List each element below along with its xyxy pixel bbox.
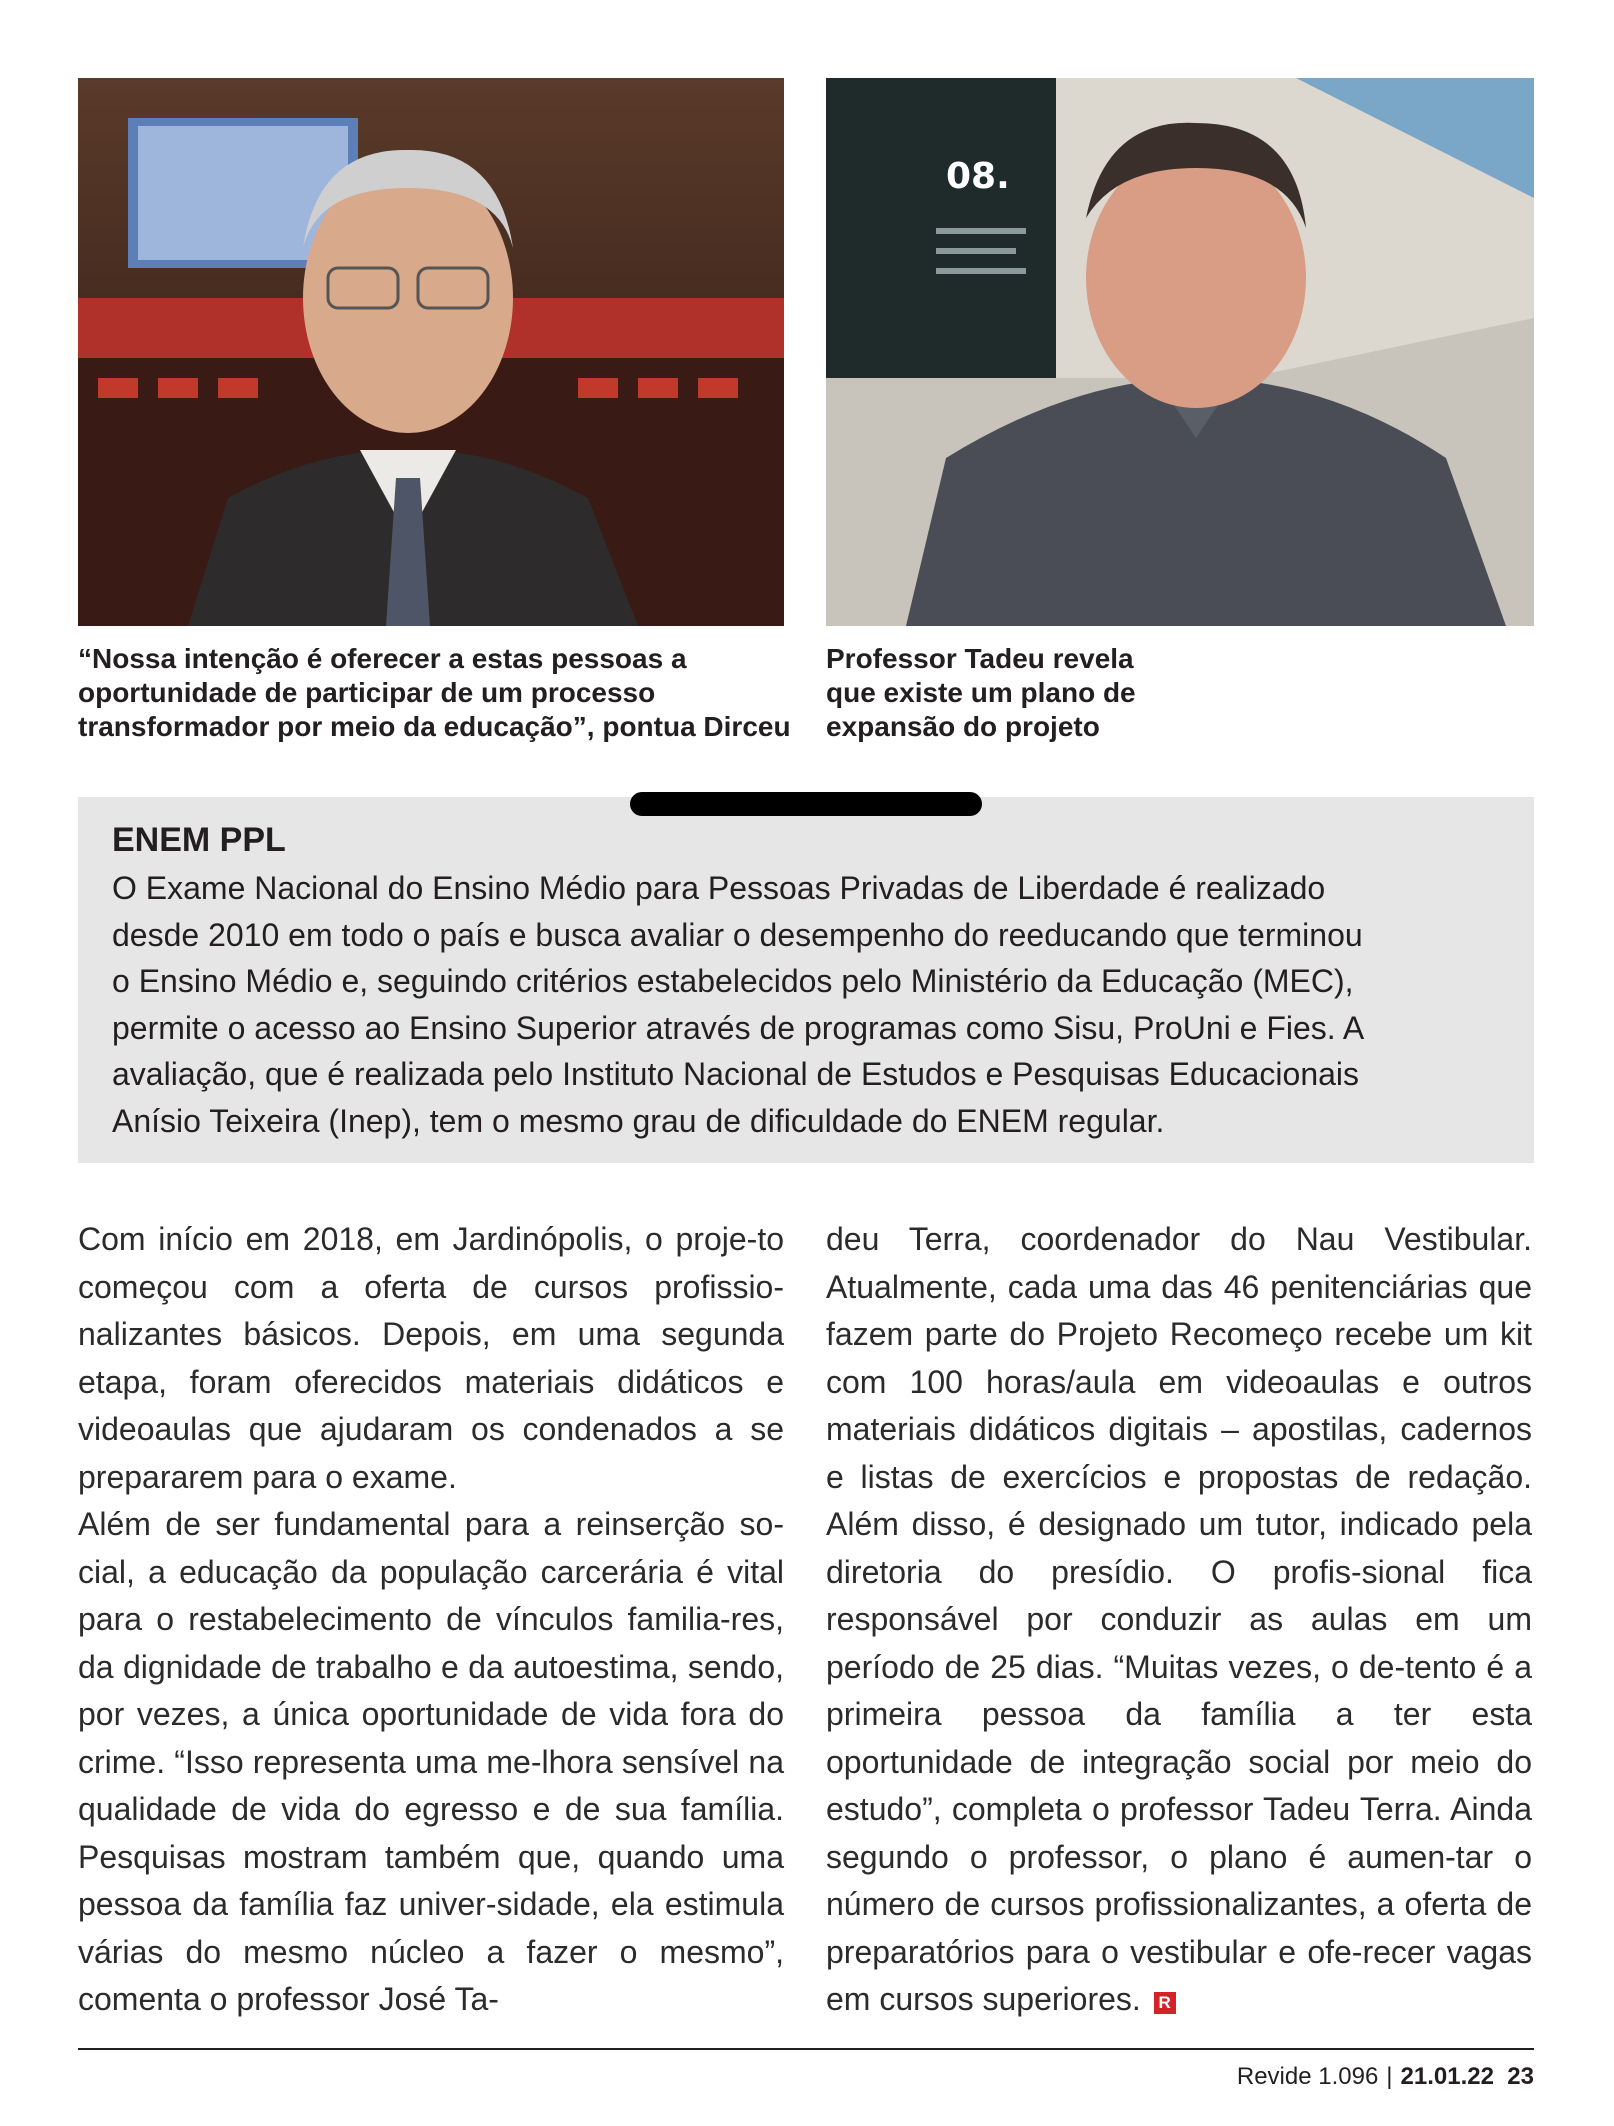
sidebar-title: ENEM PPL [112,821,286,859]
paragraph [826,1216,1532,2024]
paragraph-text: deu Terra, coordenador do Nau Vestibular. Atualmente, cada uma das 46 penitenciárias que fazem parte do Projeto Recomeço recebe um kit com 100 horas/aula em videoaulas e outros materiais didáticos digitais – apostilas, cadernos e listas de exercícios e propostas de redação. Além disso, é designado um tutor, indicado pela diretoria do presídio. O profis-sional fica responsável por conduzir as aulas em um período de 25 dias. “Muitas vezes, o de-tento é a primeira pessoa da família a ter esta oportunidade de integração social por meio do estudo”, completa o professor Tadeu Terra. Ainda segundo o professor, o plano é aumen-tar o número de cursos profissionalizantes, a oferta de preparatórios para o vestibular e ofe-recer vagas em cursos superiores. [826,1221,1532,2017]
issue-date: 21.01.22 [1400,2063,1494,2090]
portrait-photo-icon [826,78,1534,626]
page-footer [1237,2062,1534,2092]
sidebar-text: O Exame Nacional do Ensino Médio para Pessoas Privadas de Liberdade é realizado desde 2010 em todo o país e busca avaliar o desempenho do reeducando que terminou o Ensino Médio e, seguindo critérios estabelecidos pelo Ministério da Educação (MEC), permite o acesso ao Ensino Superior através de programas como Sisu, ProUni e Fies. A avaliação, que é realizada pelo Instituto Nacional de Estudos e Pesquisas Educacionais Anísio Teixeira (Inep), tem o mesmo grau de dificuldade do ENEM regular. [112,870,1365,1139]
paragraph: Além de ser fundamental para a reinserção so-cial, a educação da população carcerária é vital para o restabelecimento de vínculos familia-res, da dignidade de trabalho e da autoestima, sendo, por vezes, a única oportunidade de vida fora do crime. “Isso representa uma me-lhora sensível na qualidade de vida do egresso e de sua família. Pesquisas mostram também que, quando uma pessoa da família faz univer-sidade, ela estimula várias do mesmo núcleo a fazer o mesmo”, comenta o professor José Ta- [78,1506,784,2017]
magazine-issue: Revide 1.096 [1236,2063,1379,2090]
page-number: 23 [1507,2063,1534,2090]
photo-tadeu [826,78,1534,626]
end-of-article-icon: R [1154,1992,1176,2014]
enem-ppl-sidebar [78,797,1534,1163]
portrait-photo-icon [78,78,784,626]
photo-dirceu [78,78,784,626]
footer-separator: | [1386,2063,1393,2090]
sidebar-tab-bar [630,792,982,816]
caption-dirceu: “Nossa intenção é oferecer a estas pessoas a oportunidade de participar de um processo transformador por meio da educação”, pontua Dirceu [78,643,791,742]
poster-number: 08. [946,156,1010,197]
caption-tadeu: Professor Tadeu revela que existe um plano de expansão do projeto [826,643,1136,742]
article-column-right [826,1216,1532,2024]
footer-divider [78,2048,1534,2050]
article-column-left [78,1216,784,2024]
paragraph: Com início em 2018, em Jardinópolis, o proje-to começou com a oferta de cursos profissio-nalizantes básicos. Depois, em uma segunda etapa, foram oferecidos materiais didáticos e videoaulas que ajudaram os condenados a se prepararem para o exame. [78,1221,784,1495]
